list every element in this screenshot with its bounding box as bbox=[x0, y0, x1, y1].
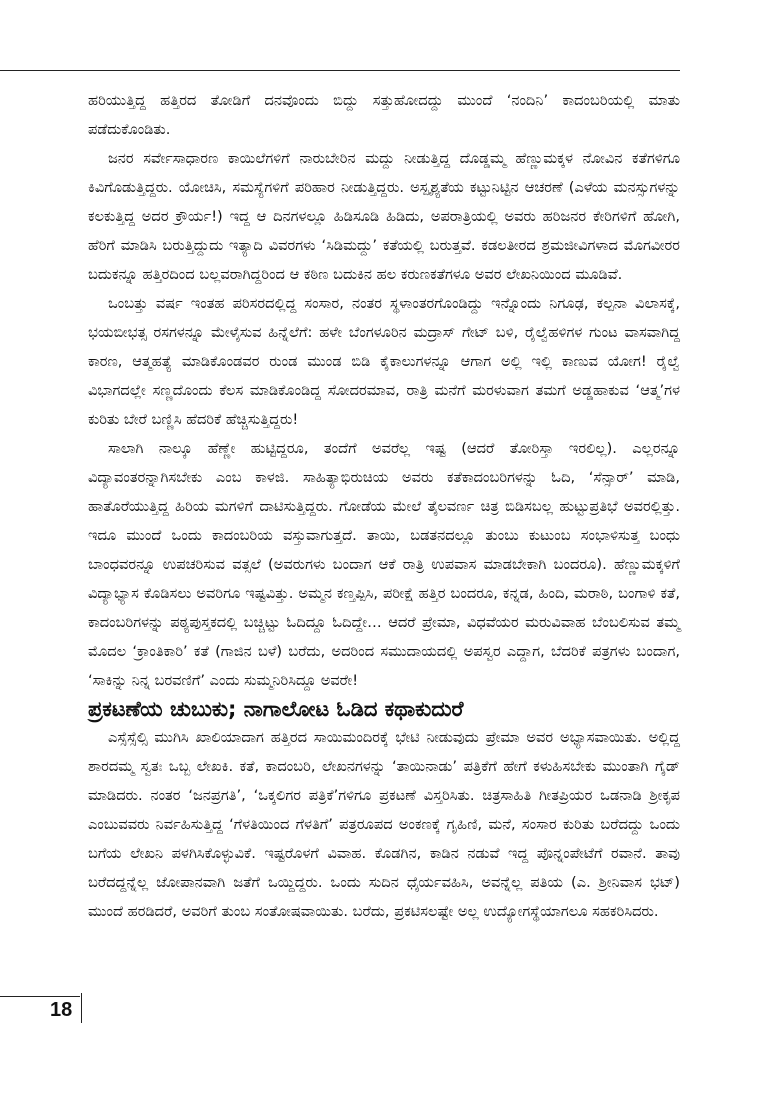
section-heading: ಪ್ರಕಟಣೆಯ ಚುಬುಕು; ನಾಗಾಲೋಟ ಓಡಿದ ಕಥಾಕುದುರೆ bbox=[88, 697, 464, 721]
body-paragraph: ಹರಿಯುತ್ತಿದ್ದ ಹತ್ತಿರದ ತೋಡಿಗೆ ದನವೊಂದು ಬಿದ್ದು ಸತ್ತುಹೋದದ್ದು ಮುಂದೆ ‘ನಂದಿನಿ’ ಕಾದಂಬರಿಯಲ್ಲಿ ಮಾತು ಪಡೆದುಕೊಂಡಿತು. bbox=[88, 92, 680, 138]
top-rule bbox=[0, 70, 680, 71]
page-number: 18 bbox=[50, 999, 73, 1021]
body-paragraph: ಎಸ್ಸೆಸ್ಸೆಲ್ಸಿ ಮುಗಿಸಿ ಖಾಲಿಯಾದಾಗ ಹತ್ತಿರದ ಸಾಯಿಮಂದಿರಕ್ಕೆ ಭೇಟಿ ನೀಡುವುದು ಪ್ರೇಮಾ ಅವರ ಅಭ್ಯಾಸವಾಯಿತು. ಅಲ್ಲಿದ್ದ ಶಾರದಮ್ಮ ಸ್ವತಃ ಒಬ್ಬ ಲೇಖಕಿ. ಕತೆ, ಕಾದಂಬರಿ, ಲೇಖನಗಳನ್ನು ‘ತಾಯಿನಾಡು’ ಪತ್ರಿಕೆಗೆ ಹೇಗೆ ಕಳುಹಿಸಬೇಕು ಮುಂತಾಗಿ ಗೈಡ್ ಮಾಡಿದರು. ನಂತರ ‘ಜನಪ್ರಗತಿ’, ‘ಒಕ್ಕಲಿಗರ ಪತ್ರಿಕೆ’ಗಳಿಗೂ ಪ್ರಕಟಣೆ ವಿಸ್ತರಿಸಿತು. ಚಿತ್ರಸಾಹಿತಿ ಗೀತಪ್ರಿಯರ ಒಡನಾಡಿ ಶ್ರೀಕೃಪ ಎಂಬುವವರು ನಿರ್ವಹಿಸುತ್ತಿದ್ದ ‘ಗೆಳತಿಯಿಂದ ಗೆಳತಿಗೆ’ ಪತ್ರರೂಪದ ಅಂಕಣಕ್ಕೆ ಗೃಹಿಣಿ, ಮನೆ, ಸಂಸಾರ ಕುರಿತು ಬರೆದದ್ದು ಒಂದು ಬಗೆಯ ಲೇಖನಿ ಪಳಗಿಸಿಕೊಳ್ಳುವಿಕೆ. ಇಷ್ಟರೊಳಗೆ ವಿವಾಹ. ಕೊಡಗಿನ, ಕಾಡಿನ ನಡುವೆ ಇದ್ದ ಪೊನ್ನಂಪೇಟೆಗೆ ರವಾನೆ. ತಾವು ಬರೆದದ್ದನ್ನೆಲ್ಲ ಜೋಪಾನವಾಗಿ ಜತೆಗೆ ಒಯ್ದಿದ್ದರು. ಒಂದು ಸುದಿನ ಧೈರ್ಯವಹಿಸಿ, ಅವನ್ನೆಲ್ಲ ಪತಿಯ (ಎ. ಶ್ರೀನಿವಾಸ ಭಟ್) ಮುಂದೆ ಹರಡಿದರೆ, ಅವರಿಗೆ ತುಂಬ ಸಂತೋಷವಾಯಿತು. ಬರೆದು, ಪ್ರಕಟಿಸಲಷ್ಟೇ ಅಲ್ಲ ಉದ್ಯೋಗಸ್ಥೆಯಾಗಲೂ ಸಹಕರಿಸಿದರು. bbox=[88, 729, 680, 920]
page-number-divider bbox=[81, 993, 82, 1023]
bottom-rule bbox=[0, 996, 80, 997]
body-paragraph: ಒಂಬತ್ತು ವರ್ಷ ಇಂತಹ ಪರಿಸರದಲ್ಲಿದ್ದ ಸಂಸಾರ, ನಂತರ ಸ್ಥಳಾಂತರಗೊಂಡಿದ್ದು ಇನ್ನೊಂದು ನಿಗೂಢ, ಕಲ್ಪನಾ ವಿಲಾಸಕ್ಕೆ, ಭಯಬೀಭತ್ಸ ರಸಗಳನ್ನೂ ಮೇಳೈಸುವ ಹಿನ್ನೆಲೆಗೆ: ಹಳೇ ಬೆಂಗಳೂರಿನ ಮದ್ರಾಸ್ ಗೇಟ್ ಬಳಿ, ರೈಲ್ವೆಹಳಿಗಳ ಗುಂಟ ವಾಸವಾಗಿದ್ದ ಕಾರಣ, ಆತ್ಮಹತ್ಯೆ ಮಾಡಿಕೊಂಡವರ ರುಂಡ ಮುಂಡ ಬಿಡಿ ಕೈಕಾಲುಗಳನ್ನೂ ಆಗಾಗ ಅಲ್ಲಿ ಇಲ್ಲಿ ಕಾಣುವ ಯೋಗ! ರೈಲ್ವೆ ವಿಭಾಗದಲ್ಲೇ ಸಣ್ಣದೊಂದು ಕೆಲಸ ಮಾಡಿಕೊಂಡಿದ್ದ ಸೋದರಮಾವ, ರಾತ್ರಿ ಮನೆಗೆ ಮರಳುವಾಗ ತಮಗೆ ಅಡ್ಡಹಾಕುವ ‘ಆತ್ಮ’ಗಳ ಕುರಿತು ಬೇರೆ ಬಣ್ಣಿಸಿ ಹೆದರಿಕೆ ಹೆಚ್ಚಿಸುತ್ತಿದ್ದರು! bbox=[88, 295, 680, 428]
page-body bbox=[88, 86, 680, 926]
body-paragraph: ಸಾಲಾಗಿ ನಾಲ್ಕೂ ಹೆಣ್ಣೇ ಹುಟ್ಟಿದ್ದರೂ, ತಂದೆಗೆ ಅವರೆಲ್ಲ ಇಷ್ಟ (ಆದರೆ ತೋರಿಸ್ತಾ ಇರಲಿಲ್ಲ). ಎಲ್ಲರನ್ನೂ ವಿದ್ಯಾವಂತರನ್ನಾಗಿಸಬೇಕು ಎಂಬ ಕಾಳಜಿ. ಸಾಹಿತ್ಯಾಭಿರುಚಿಯ ಅವರು ಕತೆಕಾದಂಬರಿಗಳನ್ನು ಓದಿ, ‘ಸೆನ್ಸಾರ್’ ಮಾಡಿ, ಹಾತೊರೆಯುತ್ತಿದ್ದ ಹಿರಿಯ ಮಗಳಿಗೆ ದಾಟಿಸುತ್ತಿದ್ದರು. ಗೋಡೆಯ ಮೇಲೆ ತೈಲವರ್ಣ ಚಿತ್ರ ಬಿಡಿಸಬಲ್ಲ ಹುಟ್ಟುಪ್ರತಿಭೆ ಅವರಲ್ಲಿತ್ತು. ಇದೂ ಮುಂದೆ ಒಂದು ಕಾದಂಬರಿಯ ವಸ್ತುವಾಗುತ್ತದೆ. ತಾಯಿ, ಬಡತನದಲ್ಲೂ ತುಂಬು ಕುಟುಂಬ ಸಂಭಾಳಿಸುತ್ತ ಬಂಧು ಬಾಂಧವರನ್ನೂ ಉಪಚರಿಸುವ ವತ್ಸಲೆ (ಅವರುಗಳು ಬಂದಾಗ ಆಕೆ ರಾತ್ರಿ ಉಪವಾಸ ಮಾಡಬೇಕಾಗಿ ಬಂದರೂ). ಹೆಣ್ಣುಮಕ್ಕಳಿಗೆ ವಿದ್ಯಾಭ್ಯಾಸ ಕೊಡಿಸಲು ಅವರಿಗೂ ಇಷ್ಟವಿತ್ತು. ಅಮ್ಮನ ಕಣ್ತಪ್ಪಿಸಿ, ಪರೀಕ್ಷೆ ಹತ್ತಿರ ಬಂದರೂ, ಕನ್ನಡ, ಹಿಂದಿ, ಮರಾಠಿ, ಬಂಗಾಳಿ ಕತೆ, ಕಾದಂಬರಿಗಳನ್ನು ಪಠ್ಯಪುಸ್ತಕದಲ್ಲಿ ಬಚ್ಚಿಟ್ಟು ಓದಿದ್ದೂ ಓದಿದ್ದೇ… ಆದರೆ ಪ್ರೇಮಾ, ವಿಧವೆಯರ ಮರುವಿವಾಹ ಬೆಂಬಲಿಸುವ ತಮ್ಮ ಮೊದಲ ‘ಕ್ರಾಂತಿಕಾರಿ’ ಕತೆ (ಗಾಜಿನ ಬಳೆ) ಬರೆದು, ಅದರಿಂದ ಸಮುದಾಯದಲ್ಲಿ ಅಪಸ್ವರ ಎದ್ದಾಗ, ಬೆದರಿಕೆ ಪತ್ರಗಳು ಬಂದಾಗ, ‘ಸಾಕಿನ್ನು ನಿನ್ನ ಬರವಣಿಗೆ’ ಎಂದು ಸುಮ್ಮನಿರಿಸಿದ್ದೂ ಅವರೇ! bbox=[88, 440, 680, 689]
body-paragraph: ಜನರ ಸರ್ವೇಸಾಧಾರಣ ಕಾಯಿಲೆಗಳಿಗೆ ನಾರುಬೇರಿನ ಮದ್ದು ನೀಡುತ್ತಿದ್ದ ದೊಡ್ಡಮ್ಮ ಹೆಣ್ಣುಮಕ್ಕಳ ನೋವಿನ ಕತೆಗಳಿಗೂ ಕಿವಿಗೊಡುತ್ತಿದ್ದರು. ಯೋಚಿಸಿ, ಸಮಸ್ಯೆಗಳಿಗೆ ಪರಿಹಾರ ನೀಡುತ್ತಿದ್ದರು. ಅಸ್ಪೃಶ್ಯತೆಯ ಕಟ್ಟುನಿಟ್ಟಿನ ಆಚರಣೆ (ಎಳೆಯ ಮನಸ್ಸುಗಳನ್ನು ಕಲಕುತ್ತಿದ್ದ ಅದರ ಕ್ರೌರ್ಯ!) ಇದ್ದ ಆ ದಿನಗಳಲ್ಲೂ ಹಿಡಿಸೂಡಿ ಹಿಡಿದು, ಅಪರಾತ್ರಿಯಲ್ಲಿ ಅವರು ಹರಿಜನರ ಕೇರಿಗಳಿಗೆ ಹೋಗಿ, ಹೆರಿಗೆ ಮಾಡಿಸಿ ಬರುತ್ತಿದ್ದುದು ಇತ್ಯಾದಿ ವಿವರಗಳು ‘ಸಿಡಿಮದ್ದು’ ಕತೆಯಲ್ಲಿ ಬರುತ್ತವೆ. ಕಡಲತೀರದ ಶ್ರಮಜೀವಿಗಳಾದ ಮೊಗವೀರರ ಬದುಕನ್ನೂ ಹತ್ತಿರದಿಂದ ಬಲ್ಲವರಾಗಿದ್ದರಿಂದ ಆ ಕಠಿಣ ಬದುಕಿನ ಹಲ ಕರುಣಕತೆಗಳೂ ಅವರ ಲೇಖನಿಯಿಂದ ಮೂಡಿವೆ. bbox=[88, 150, 680, 283]
